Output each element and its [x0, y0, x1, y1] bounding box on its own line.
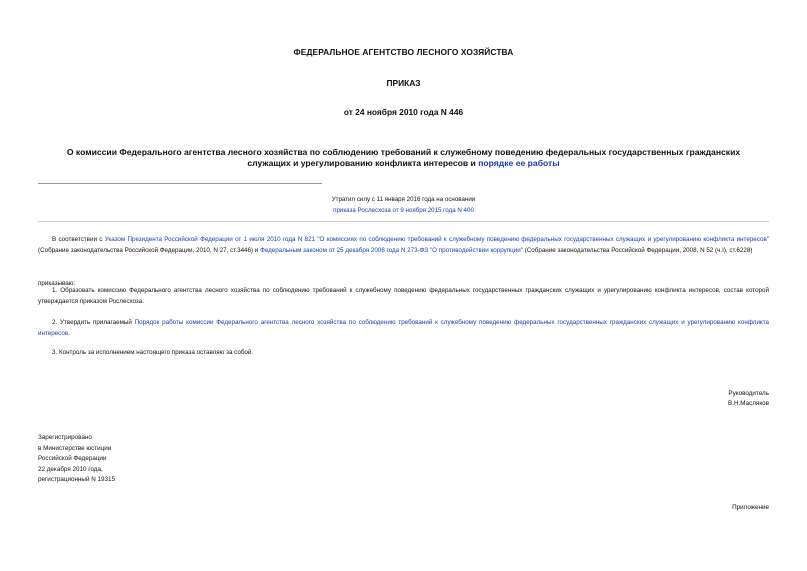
basis-source: (Собрание законодательства Российской Федерации, 2010, N 27, ст.3446) и — [38, 246, 259, 254]
paragraph-item-1: 1. Образовать комиссию Федерального агентства лесного хозяйства по соблюдению требований к служебному поведению федеральных государственных гражданских служащих и урегулированию конфликта интересов, состав которой утверждается приказом Рослесхоза. — [38, 287, 769, 305]
basis-intro: В соответствии с — [52, 236, 103, 243]
doc-type-heading: ПРИКАЗ — [386, 78, 421, 88]
signature-name: В.Н.Масляков — [728, 400, 769, 407]
federal-law-link[interactable]: Федеральным законом от 25 декабря 2008 года N 273-ФЗ "О противодействии коррупции" — [260, 246, 523, 254]
order-word: приказываю: — [38, 280, 76, 287]
item-2-intro: 2. Утвердить прилагаемый — [52, 319, 132, 326]
commission-procedure-link[interactable]: Порядок работы комиссии Федерального агентства лесного хозяйства по соблюдению требований к служебному поведению федеральных государственных гражданских служащих и урегулированию конфликта интересов — [38, 319, 770, 337]
repeal-order-link[interactable]: приказа Рослесхоза от 9 ноября 2015 года N 400 — [333, 207, 474, 214]
agency-heading: ФЕДЕРАЛЬНОЕ АГЕНТСТВО ЛЕСНОГО ХОЗЯЙСТВА — [293, 47, 514, 57]
appendix-label: Приложение — [732, 504, 769, 511]
registration-line-1: Зарегистрировано — [38, 434, 92, 441]
presidential-decree-link[interactable]: Указом Президента Российской Федерации от 1 июля 2010 года N 821 "О комиссиях по соблюдению требований к служебному поведению федеральных государственных служащих и урегулированию конфликта интересов" — [104, 236, 769, 243]
document-title — [48, 147, 759, 168]
registration-line-5: регистрационный N 19315 — [38, 476, 116, 483]
registration-line-4: 22 декабря 2010 года, — [38, 465, 103, 473]
lost-force-note: Утратил силу с 11 января 2016 года на основании — [331, 196, 476, 203]
item-2-end: . — [68, 329, 70, 337]
basis-source-2: (Собрание законодательства Российской Федерации, 2008, N 52 (ч.I), ст.6228) — [524, 246, 753, 254]
divider-long — [38, 221, 769, 222]
registration-line-3: Российской Федерации — [38, 455, 107, 462]
divider-short — [38, 183, 322, 184]
paragraph-item-2 — [38, 318, 769, 339]
lost-force-link-line — [0, 206, 807, 216]
title-text: О комиссии Федерального агентства лесного хозяйства по соблюдению требований к служебному поведению федеральных государственных гражданских служащих и урегулированию конфликта интересов и — [66, 147, 741, 168]
paragraph-basis — [38, 235, 769, 256]
registration-line-2: в Министерстве юстиции — [38, 444, 112, 452]
signature-role: Руководитель — [728, 390, 769, 397]
date-number-heading: от 24 ноября 2010 года N 446 — [343, 107, 464, 117]
procedure-link[interactable]: порядке ее работы — [478, 157, 560, 168]
paragraph-item-3: 3. Контроль за исполнением настоящего приказа оставляю за собой. — [52, 349, 254, 356]
